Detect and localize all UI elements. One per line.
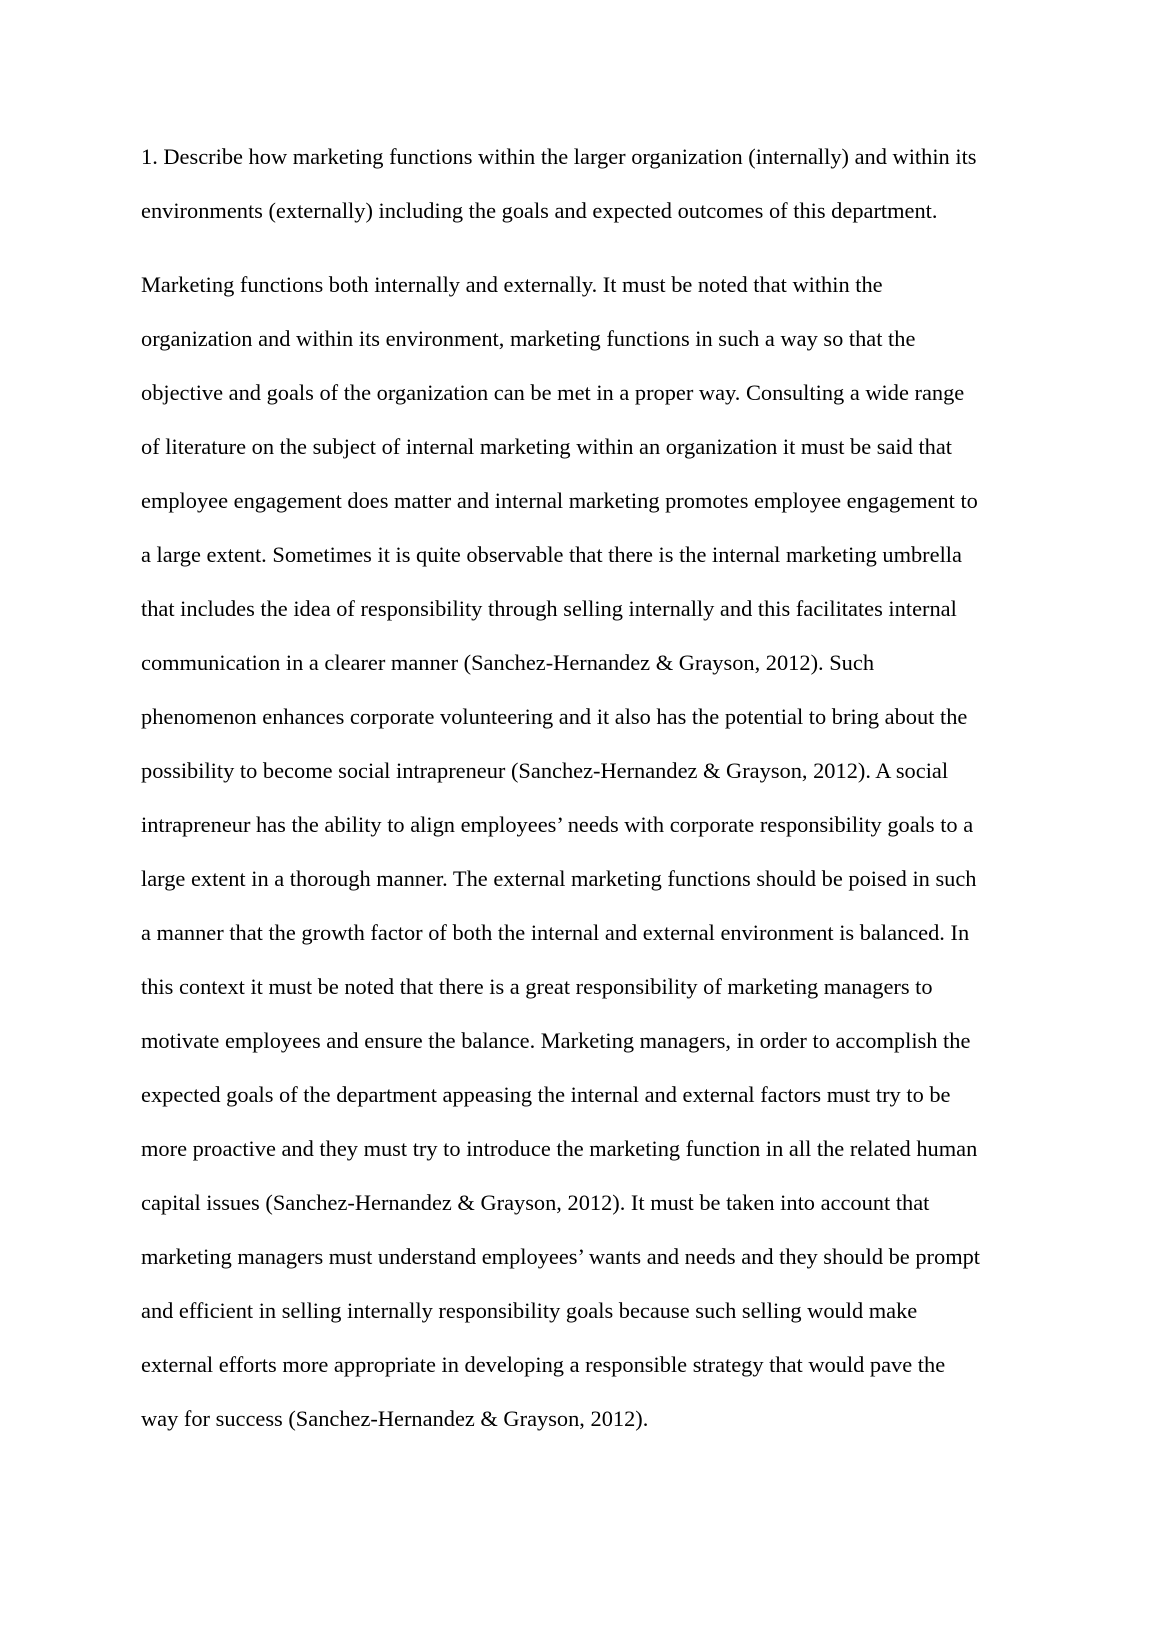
answer-line: Marketing functions both internally and externally. It must be noted that within the [141,272,883,297]
answer-line: expected goals of the department appeasing the internal and external factors must try to be [141,1082,951,1107]
answer-line: large extent in a thorough manner. The external marketing functions should be poised in such [141,866,977,891]
answer-line: that includes the idea of responsibility through selling internally and this facilitates internal [141,596,957,621]
question-line: 1. Describe how marketing functions within the larger organization (internally) and within its [141,144,977,169]
answer-line: organization and within its environment, marketing functions in such a way so that the [141,326,916,351]
answer-line: employee engagement does matter and internal marketing promotes employee engagement to [141,488,978,513]
answer-line: more proactive and they must try to introduce the marketing function in all the related human [141,1136,978,1161]
answer-line: motivate employees and ensure the balance. Marketing managers, in order to accomplish the [141,1028,971,1053]
answer-line: marketing managers must understand employees’ wants and needs and they should be prompt [141,1244,981,1269]
question-paragraph [141,130,1041,238]
answer-line: of literature on the subject of internal marketing within an organization it must be said that [141,434,953,459]
answer-line: external efforts more appropriate in developing a responsible strategy that would pave the [141,1352,946,1377]
answer-line: objective and goals of the organization can be met in a proper way. Consulting a wide range [141,380,965,405]
answer-line: and efficient in selling internally responsibility goals because such selling would make [141,1298,918,1323]
answer-line: a manner that the growth factor of both the internal and external environment is balanced. In [141,920,970,945]
answer-line: intrapreneur has the ability to align employees’ needs with corporate responsibility goals to a [141,812,974,837]
answer-line: a large extent. Sometimes it is quite observable that there is the internal marketing umbrella [141,542,962,567]
answer-line: phenomenon enhances corporate volunteering and it also has the potential to bring about the [141,704,968,729]
answer-line: possibility to become social intrapreneur (Sanchez-Hernandez & Grayson, 2012). A social [141,758,949,783]
answer-line: this context it must be noted that there is a great responsibility of marketing managers to [141,974,933,999]
question-line: environments (externally) including the goals and expected outcomes of this department. [141,198,938,223]
answer-paragraph [141,258,1041,1446]
answer-line: capital issues (Sanchez-Hernandez & Grayson, 2012). It must be taken into account that [141,1190,930,1215]
document-body [141,130,1041,1446]
answer-line: communication in a clearer manner (Sanchez-Hernandez & Grayson, 2012). Such [141,650,875,675]
answer-line: way for success (Sanchez-Hernandez & Grayson, 2012). [141,1406,649,1431]
